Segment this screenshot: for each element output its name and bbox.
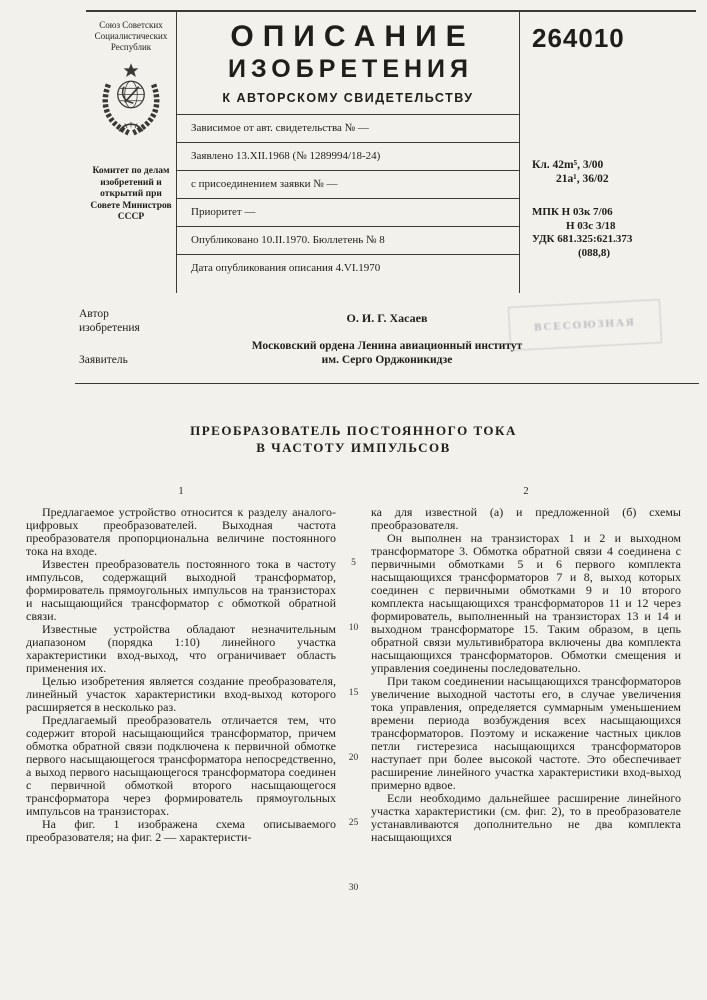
- applicant-label: Заявитель: [79, 354, 128, 366]
- class-block: [532, 158, 688, 186]
- certificate-subtitle: К АВТОРСКОМУ СВИДЕТЕЛЬСТВУ: [177, 91, 519, 115]
- paragraph: ка для известной (а) и предложенной (б) схемы преобразователя.: [371, 505, 681, 532]
- invention-title: [0, 422, 707, 456]
- invention-title-line1: ПРЕОБРАЗОВАТЕЛЬ ПОСТОЯННОГО ТОКА: [190, 423, 517, 438]
- author-name: О. И. Г. Хасаев: [346, 311, 428, 325]
- joined-application-row: с присоединением заявки № —: [177, 171, 519, 199]
- paragraph: Если необходимо дальнейшее расширение линейного участка характеристики (см. фиг. 2), то в преобразователе устанавливаются дополнительно не два комплекта насыщающихся: [371, 791, 681, 844]
- class-line1: Кл. 42m⁵, 3/00: [532, 159, 604, 171]
- masthead-center: [176, 12, 520, 293]
- document-type-title-line1: ОПИСАНИЕ: [230, 20, 475, 53]
- body-text-area: [26, 486, 681, 976]
- paragraph: Известные устройства обладают незначительным диапазоном (порядка 1:10) линейного участка характеристики вход-выход, что ограничивает область применения их.: [26, 622, 336, 675]
- paragraph: Известен преобразователь постоянного тока в частоту импульсов, содержащий выходной трансформатор, формирователь прямоугольных импульсов на транзисторах и насыщающийся трансформатор с обмоткой обратной связи.: [26, 557, 336, 623]
- text-column-right: [371, 506, 681, 844]
- description-date-row: Дата опубликования описания 4.VI.1970: [191, 262, 381, 274]
- published-row: Опубликовано 10.II.1970. Бюллетень № 8: [177, 227, 519, 255]
- udk-line1: УДК 681.325:621.373: [532, 233, 633, 245]
- issuer-block: [86, 12, 176, 293]
- union-caption: Союз Советских Социалистических Республик: [94, 20, 168, 52]
- class-line2: 21a¹, 36/02: [556, 173, 609, 185]
- priority-row: Приоритет —: [177, 199, 519, 227]
- masthead: [86, 10, 696, 293]
- mpk-line1: МПК Н 03к 7/06: [532, 206, 613, 218]
- committee-caption: Комитет по делам изобретений и открытий при Совете Министров СССР: [90, 166, 172, 222]
- paragraph: Целью изобретения является создание преобразователя, линейный участок характеристики вход-выход которого расширяется в несколько раз.: [26, 674, 336, 714]
- paragraph: Он выполнен на транзисторах 1 и 2 и выходном трансформаторе 3. Обмотка обратной связи 4 соединена с первичными обмотками 5 и 6 первого комплекта насыщающихся трансформаторов 7 и 8, выход которых соединен с первичными обмотками 9 и 10 второго комплекта насыщающихся трансформаторов 11 и 12 через формирователь, выполненный на транзисторах 13 и 14 и выходном трансформаторе 15. Таким образом, в цепь обратной связи мультивибратора включены два комплекта насыщающихся трансформаторов. Обмотки смещения и управления соединены последовательно.: [371, 531, 681, 675]
- line-marker-20: 20: [348, 753, 359, 763]
- applicant-name-line2: им. Серго Орджоникидзе: [321, 354, 453, 366]
- masthead-right: [520, 12, 696, 293]
- mpk-udk-block: [532, 206, 688, 260]
- parties-band: [75, 293, 699, 384]
- text-column-left: [26, 506, 336, 844]
- patent-number: 264010: [532, 23, 625, 53]
- mpk-line2: Н 03с 3/18: [566, 219, 616, 232]
- applicant-name-line1: Московский ордена Ленина авиационный институт: [251, 340, 523, 352]
- library-stamp: ВСЕСОЮЗНАЯ: [508, 299, 662, 351]
- line-marker-15: 15: [348, 688, 359, 698]
- dependent-certificate-row: Зависимое от авт. свидетельства № —: [177, 115, 519, 143]
- application-row: Заявлено 13.XII.1968 (№ 1289994/18-24): [177, 143, 519, 171]
- column-number-2: 2: [523, 486, 529, 497]
- two-column-text: [26, 506, 681, 844]
- column-number-1: 1: [178, 486, 184, 497]
- paragraph: При таком соединении насыщающихся трансформаторов увеличение выходной частоты его, в случае увеличения тока управления, определяется суммарным уменьшением времени периода возбуждения всех насыщающихся трансформаторов. Поэтому и искажение частных циклов петли гистерезиса насыщающихся трансформаторов наступает при более высокой частоте. Это обеспечивает расширение линейного участка характеристики вход-выход примерно вдвое.: [371, 674, 681, 792]
- line-marker-5: 5: [351, 558, 356, 568]
- paragraph: Предлагаемое устройство относится к разделу аналого-цифровых преобразователей. Выходная частота преобразователя пропорциональна величине постоянного тока на входе.: [26, 505, 336, 558]
- paragraph: На фиг. 1 изображена схема описываемого преобразователя; на фиг. 2 — характеристи-: [26, 817, 336, 844]
- line-marker-25: 25: [348, 818, 359, 828]
- author-label: Автор изобретения: [79, 308, 140, 334]
- document-type-title-line2: ИЗОБРЕТЕНИЯ: [227, 55, 473, 83]
- line-marker-10: 10: [348, 623, 359, 633]
- invention-title-line2: В ЧАСТОТУ ИМПУЛЬСОВ: [256, 440, 451, 455]
- ussr-coat-of-arms-icon: [92, 58, 170, 142]
- line-marker-30: 30: [348, 883, 359, 893]
- paragraph: Предлагаемый преобразователь отличается тем, что содержит второй насыщающийся трансформатор, причем обмотка обратной связи подключена к первичной обмотке первого насыщающегося трансформатора непосредственно, а выход первого насыщающегося трансформатора соединен с первичной обмоткой второго насыщающегося трансформатора через формирователь прямоугольных импульсов на транзисторах.: [26, 713, 336, 818]
- udk-line2: (088,8): [578, 246, 611, 259]
